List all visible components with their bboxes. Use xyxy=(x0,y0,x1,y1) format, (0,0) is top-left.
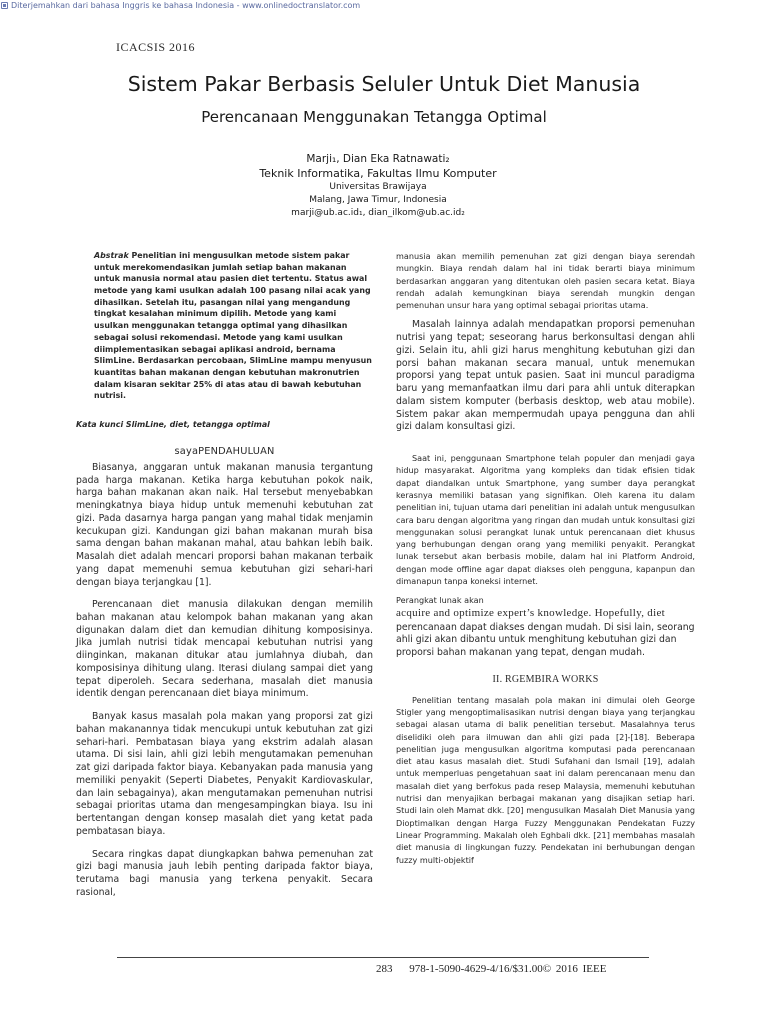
keywords: Kata kunci SlimLine, diet, tetangga optimal xyxy=(76,419,270,429)
right-paragraph-4 xyxy=(396,595,695,659)
left-column xyxy=(76,250,373,909)
paper-subtitle: Perencanaan Menggunakan Tetangga Optimal xyxy=(201,108,547,126)
page-footer xyxy=(376,963,606,975)
intro-paragraph-4: Secara ringkas dapat diungkapkan bahwa pemenuhan zat gizi bagi manusia jauh lebih penting daripada faktor biaya, terutama bagi manusia yang terkena penyakit. Secara rasional, xyxy=(76,848,373,898)
paper-title: Sistem Pakar Berbasis Seluler Untuk Diet Manusia xyxy=(127,72,641,96)
document-icon xyxy=(1,2,8,9)
translator-banner xyxy=(0,0,360,11)
abstract-text: Penelitian ini mengusulkan metode sistem pakar untuk merekomendasikan jumlah setiap bahan makanan untuk manusia normal atau pasien diet tertentu. Status awal metode yang kami usulkan adalah 100 pasang nilai acak yang dihasilkan. Setelah itu, pasangan nilai yang mengandung tingkat kesalahan minimum dipilih. Metode yang kami usulkan menggunakan tetangga optimal yang dihasilkan sebagai solusi rekomendasi. Metode yang kami usulkan diimplementasikan sebagai aplikasi android, bernama SlimLine. Berdasarkan percobaan, SlimLine mampu menyusun kuantitas bahan makanan dengan kebutuhan makronutrien dalam kisaran sekitar 25% di atas atau di bawah kebutuhan nutrisi. xyxy=(94,251,372,401)
right-paragraph-3: Saat ini, penggunaan Smartphone telah populer dan menjadi gaya hidup masyarakat. Algoritma yang kompleks dan tidak efisien tidak dapat diandalkan untuk Smartphone, yang sumber daya perangkat kerasnya memiliki batasan yang signifikan. Oleh karena itu dalam penelitian ini, tujuan utama dari penelitian ini adalah untuk mengusulkan cara baru dengan algoritma yang ringan dan mudah untuk konsultasi gizi menggunakan solusi perangkat lunak untuk perencanaan diet khusus yang berhubungan dengan orang yang memiliki penyakit. Perangkat lunak tersebut akan berbasis mobile, dalam hal ini Platform Android, dengan mode offline agar dapat diakses oleh pengguna, kapanpun dan dimanapun tanpa koneksi internet. xyxy=(396,453,695,587)
section-heading-introduction: sayaPENDAHULUAN xyxy=(174,445,275,457)
right-paragraph-4-rest: perencanaan dapat diakses dengan mudah. Di sisi lain, seorang ahli gizi akan dibantu untuk menghitung kebutuhan gizi dan proporsi bahan makanan yang tepat, dengan mudah. xyxy=(396,621,695,658)
intro-paragraph-2: Perencanaan diet manusia dilakukan dengan memilih bahan makanan atau kelompok bahan makanan yang akan digunakan dalam diet dan kemudian dihitung komposisinya. Jika jumlah nutrisi tidak mencapai kebutuhan nutrisi yang diinginkan, makanan ditukar atau jumlahnya diubah, dan komposisinya dihitung ulang. Iterasi diulang sampai diet yang tepat diperoleh. Secara sederhana, masalah diet manusia identik dengan perencanaan diet biaya minimum. xyxy=(76,599,373,700)
section-heading-related-works: II. RGEMBIRA WORKS xyxy=(492,673,599,685)
author-block xyxy=(0,153,756,220)
author-emails: marji@ub.ac.id₁, dian_ilkom@ub.ac.id₂ xyxy=(291,208,465,219)
author-names: Marji₁, Dian Eka Ratnawati₂ xyxy=(306,153,450,165)
intro-paragraph-1: Biasanya, anggaran untuk makanan manusia tergantung pada harga makanan. Ketika harga kebutuhan pokok naik, harga bahan makanan akan naik. Hal tersebut menyebabkan meningkatnya biaya hidup untuk memenuhi kebutuhan zat gizi. Pada dasarnya harga pangan yang mahal tidak menjamin kecukupan gizi. Kandungan gizi bahan makanan murah bisa sama dengan bahan makanan mahal, atau bahkan lebih baik. Masalah diet adalah mencari proporsi bahan makanan terbaik yang dapat memenuhi semua kebutuhan gizi sehari-hari dengan biaya terjangkau [1]. xyxy=(76,461,373,588)
footer-rule xyxy=(117,957,649,958)
author-university: Universitas Brawijaya xyxy=(329,181,427,192)
right-paragraph-1: manusia akan memilih pemenuhan zat gizi dengan biaya serendah mungkin. Biaya rendah dalam hal ini tidak berarti biaya minimum berdasarkan anggaran yang ditentukan oleh pasien secara ketat. Biaya rendah adalah kemungkinan biaya serendah mungkin dengan pemenuhan unsur hara yang optimal sebagai prioritas utama. xyxy=(396,251,695,311)
abstract xyxy=(76,250,373,402)
author-location: Malang, Jawa Timur, Indonesia xyxy=(309,194,447,205)
intro-paragraph-3: Banyak kasus masalah pola makan yang proporsi zat gizi bahan makanannya tidak mencukupi untuk kebutuhan zat gizi sehari-hari. Pembatasan biaya yang ekstrim adalah alasan utama. Di sisi lain, ahli gizi lebih mengutamakan pemenuhan zat gizi daripada faktor biaya. Kebanyakan pada manusia yang memiliki penyakit (Seperti Diabetes, Penyakit Kardiovaskular, dan lain sebagainya), akan mengutamakan pemenuhan nutrisi sebagai prioritas utama dan mengesampingkan biaya. Isu ini bertentangan dengan konsep masalah diet yang ketat pada pembatasan biaya. xyxy=(76,711,373,837)
page-number: 283 xyxy=(376,963,393,975)
conference-name: ICACSIS 2016 xyxy=(116,40,196,54)
right-paragraph-4-start: Perangkat lunak akan xyxy=(396,595,484,606)
right-paragraph-4-serif: acquire and optimize expert’s knowledge. Hopefully, diet xyxy=(396,607,666,620)
abstract-label: Abstrak xyxy=(94,251,129,260)
author-department: Teknik Informatika, Fakultas Ilmu Komputer xyxy=(259,166,497,180)
isbn-copyright: 978-1-5090-4629-4/16/$31.00© 2016 IEEE xyxy=(409,963,607,975)
right-paragraph-2: Masalah lainnya adalah mendapatkan proporsi pemenuhan nutrisi yang tepat; seseorang harus berkonsultasi dengan ahli gizi. Selain itu, ahli gizi harus menghitung kebutuhan gizi dan porsi bahan makanan secara manual, untuk menemukan proporsi yang tepat untuk pasien. Saat ini muncul paradigma baru yang memanfaatkan ilmu dari para ahli untuk diterapkan dalam sistem komputer (berbasis desktop, web atau mobile). Sistem pakar akan mempermudah upaya pengguna dan ahli gizi dalam konsultasi gizi. xyxy=(396,319,695,433)
banner-text: Diterjemahkan dari bahasa Inggris ke bahasa Indonesia - www.onlinedoctranslator.com xyxy=(11,1,361,10)
right-column xyxy=(396,250,695,874)
related-works-paragraph: Penelitian tentang masalah pola makan ini dimulai oleh George Stigler yang mengoptimalisasikan nutrisi dengan biaya yang terjangkau sebagai alasan utama di balik penelitian tersebut. Masalahnya terus diselidiki oleh para ilmuwan dan ahli gizi pada [2]-[18]. Beberapa penelitian juga mengusulkan algoritma komputasi pada perencanaan diet atau kasus masalah diet. Studi Sufahani dan Ismail [19], adalah untuk memperluas pengetahuan saat ini dalam perencanaan menu dan masalah diet yang berfokus pada resep Malaysia, memenuhi kebutuhan nutrisi dan menyajikan berbagai makanan yang disajikan setiap hari. Studi lain oleh Mamat dkk. [20] mengusulkan Masalah Diet Manusia yang Dioptimalkan dengan Harga Fuzzy Menggunakan Pendekatan Fuzzy Linear Programming. Makalah oleh Eghbali dkk. [21] membahas masalah diet manusia di lingkungan fuzzy. Pendekatan ini berhubungan dengan fuzzy multi-objektif xyxy=(396,694,695,865)
